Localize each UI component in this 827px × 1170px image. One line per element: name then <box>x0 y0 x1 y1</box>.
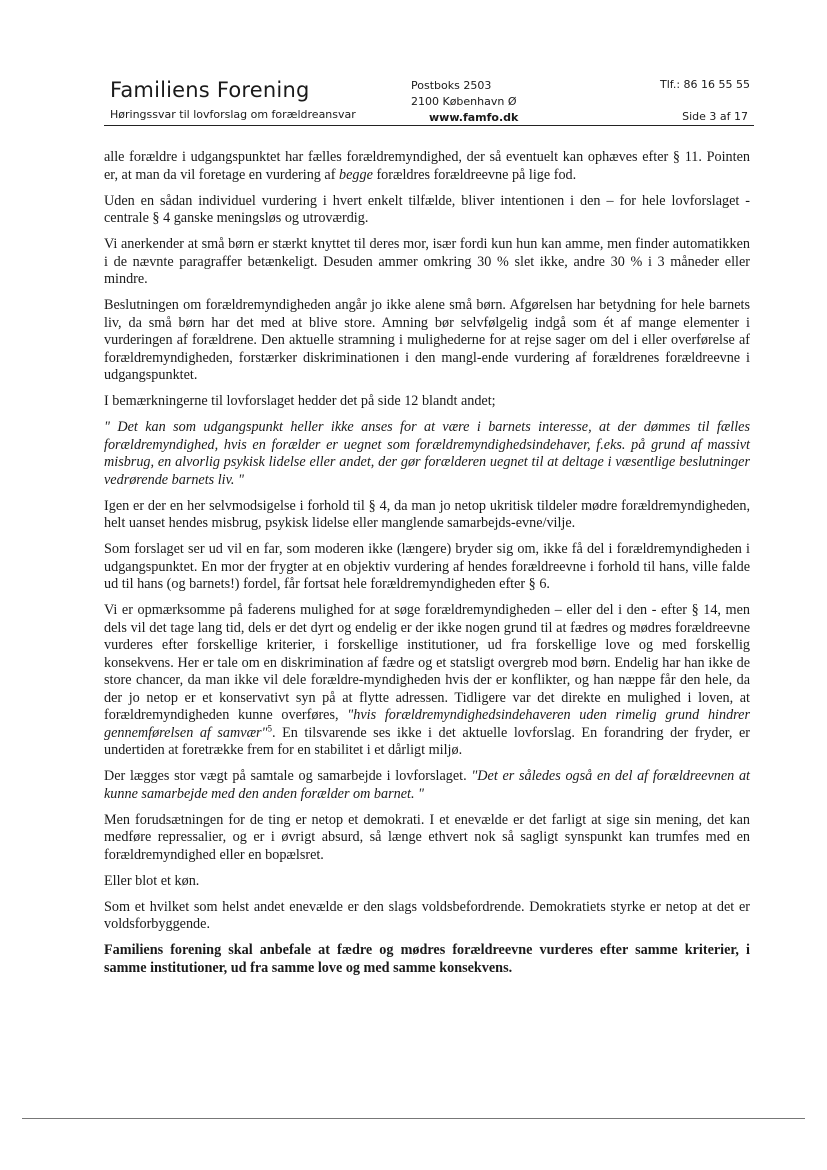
address-block <box>411 78 518 126</box>
paragraph-10 <box>104 768 750 803</box>
address-line-2: 2100 København Ø <box>411 95 517 108</box>
p1-emphasis: begge <box>339 166 373 183</box>
p9-quote: "hvis forældremyndighedsindehaveren uden rimelig grund hindrer gennemførelsen af samvær" <box>104 707 750 741</box>
paragraph-7: Igen er der en her selvmodsigelse i forhold til § 4, da man jo netop ukritisk tildeler mødre forældremyndigheden, helt uanset hendes misbrug, psykisk lidelse eller manglende samarbejds-evne/vilje. <box>104 497 750 531</box>
footnote-ref: 5 <box>267 722 273 733</box>
quote-paragraph: " Det kan som udgangspunkt heller ikke anses for at være i barnets interesse, at der dømmes til fælles forældremyndighed, hvis en forælder er uegnet som forældremyndighedsindehaver, f.eks. på grund af massivt misbrug, en alvorlig psykisk lidelse eller andet, der gør forælderen uegnet til at deltage i væsentlige beslutninger vedrørende barnets liv. " <box>104 419 750 488</box>
document-subtitle: Høringssvar til lovforslag om forældreansvar <box>110 108 356 121</box>
p9-text-a: Vi er opmærksomme på faderens mulighed for at søge forældremyndigheden – eller del i den - efter § 14, men dels vil det tage lang tid, dels er det dyrt og endelig er der ikke nogen grund til at fædres og mødres forældreevne vurderes efter forskellige kriterier, i forskellige institutioner, ud fra forskellige love og med forskellig konsekvens. Her er tale om en diskrimination af fædre og et statsligt overgreb mod børn. Endelig har han ikke de store chancer, da man ikke vil dele forældre-myndigheden hvis der er konflikter, og han næppe får den hele, da der jo netop er et konservativt syn på at flytte adressen. Tidligere var det direkte en mulighed i loven, at forældremyndigheden kunne overføres, <box>104 602 750 723</box>
page-number: Side 3 af 17 <box>682 110 748 123</box>
header-divider <box>104 125 754 126</box>
paragraph-11: Men forudsætningen for de ting er netop et demokrati. I et enevælde er det farligt at sige sin mening, det kan medføre repressalier, og er i øvrigt absurd, så længe ethvert nok så sagligt synspunkt kan trumfes med en forældremyndighed eller en bopælsret. <box>104 811 750 863</box>
p10-text-a: Der lægges stor vægt på samtale og samarbejde i lovforslaget. <box>104 768 472 784</box>
paragraph-5: I bemærkningerne til lovforslaget hedder det på side 12 blandt andet; <box>104 393 496 409</box>
document-body <box>104 149 750 986</box>
p9-text-c: . En tilsvarende ses ikke i det aktuelle lovforslag. En forandring der fryder, er undertiden at foretrække frem for en stabilitet i et dårligt miljø. <box>104 724 750 758</box>
paragraph-9 <box>104 602 750 760</box>
paragraph-13: Som et hvilket som helst andet enevælde er den slags voldsbefordrende. Demokratiets styrke er netop at det er voldsforbyggende. <box>104 898 750 932</box>
paragraph-12: Eller blot et køn. <box>104 872 200 889</box>
footer-divider <box>22 1118 805 1119</box>
paragraph-2: Uden en sådan individuel vurdering i hvert enkelt tilfælde, bliver intentionen i den – for hele lovforslaget - centrale § 4 ganske meningsløs og utroværdig. <box>104 192 750 226</box>
p1-text-c: forældres forældreevne på lige fod. <box>372 166 577 183</box>
address-line-1: Postboks 2503 <box>411 79 492 92</box>
p10-quote: "Det er således også en del af forældreevnen at kunne samarbejde med den anden forælder om barnet. " <box>104 768 750 802</box>
recommendation-paragraph: Familiens forening skal anbefale at fædre og mødres forældreevne vurderes efter samme kriterier, i samme institutioner, ud fra samme love og med samme konsekvens. <box>104 942 750 976</box>
page-header <box>104 72 754 128</box>
phone-number: Tlf.: 86 16 55 55 <box>659 78 750 91</box>
organization-name: Familiens Forening <box>110 78 310 102</box>
website-link[interactable]: www.famfo.dk <box>429 111 519 124</box>
paragraph-3: Vi anerkender at små børn er stærkt knyttet til deres mor, især fordi kun hun kan amme, men finder automatikken i de nævnte paragraffer betænkeligt. Desuden ammer omkring 30 % slet ikke, andre 30 % i 3 måneder eller mindre. <box>104 236 750 287</box>
p1-text-a: alle forældre i udgangspunktet har fælles forældremyndighed, der så eventuelt kan ophæves efter § 11. Pointen er, at man da vil foretage en vurdering af <box>104 149 750 183</box>
paragraph-1 <box>104 149 750 184</box>
paragraph-4: Beslutningen om forældremyndigheden angår jo ikke alene små børn. Afgørelsen har betydning for hele barnets liv, da små børn har det med at blive store. Amning bør selvfølgelig indgå som ét af mange elementer i vurderingen af forældrene. Den aktuelle stramning i mulighederne for at rejse sager om del i eller overførelse af forældremyndigheden, forstærker diskriminationen i den mangl-ende vurdering af forældrenes forældreevne i udgangspunktet. <box>104 297 750 383</box>
paragraph-8: Som forslaget ser ud vil en far, som moderen ikke (længere) bryder sig om, ikke få del i forældremyndigheden i udgangspunktet. En mor der frygter at en objektiv vurdering af hendes forældreevne i forhold til hans, ville falde ud til hans (og barnets!) fordel, får fortsat hele forældremyndigheden efter § 6. <box>104 541 750 592</box>
